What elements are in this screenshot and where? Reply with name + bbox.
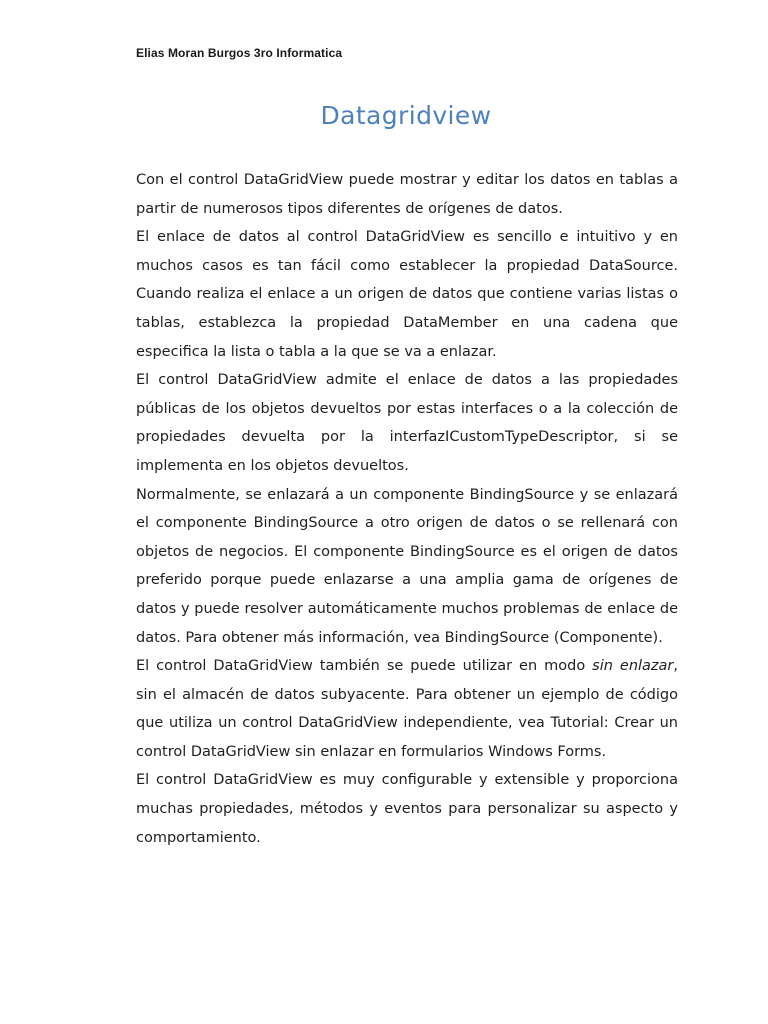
paragraph-public-properties: El control DataGridView admite el enlace de datos a las propiedades públicas de los objetos devueltos por estas interfaces o a la colección de propiedades devuelta por la interfazICustomTypeDescriptor, si se implementa en los objetos devueltos. (136, 372, 678, 474)
unbound-emphasis: sin enlazar (592, 658, 674, 675)
document-title: Datagridview (320, 101, 492, 130)
unbound-text-after: , sin el almacén de datos subyacente. Para obtener un ejemplo de código que utiliza un control DataGridView independiente, vea Tutorial: Crear un control DataGridView sin enlazar en formularios Windows Forms. (136, 658, 679, 760)
document-body (136, 166, 678, 852)
author-header: Elias Moran Burgos 3ro Informatica (136, 46, 343, 60)
paragraph-intro: Con el control DataGridView puede mostrar y editar los datos en tablas a partir de numerosos tipos diferentes de orígenes de datos. (136, 172, 678, 217)
unbound-text-before: El control DataGridView también se puede utilizar en modo (136, 658, 593, 675)
paragraph-bindingsource: Normalmente, se enlazará a un componente BindingSource y se enlazará el componente BindingSource a otro origen de datos o se rellenará con objetos de negocios. El componente BindingSource es el origen de datos preferido porque puede enlazarse a una amplia gama de orígenes de datos y puede resolver automáticamente muchos problemas de enlace de datos. Para obtener más información, vea BindingSource (Componente). (136, 486, 678, 646)
paragraph-unbound-mode (136, 652, 678, 766)
paragraph-configurable: El control DataGridView es muy configurable y extensible y proporciona muchas propiedades, métodos y eventos para personalizar su aspecto y comportamiento. (136, 772, 678, 846)
paragraph-data-binding: El enlace de datos al control DataGridView es sencillo e intuitivo y en muchos casos es tan fácil como establecer la propiedad DataSource. Cuando realiza el enlace a un origen de datos que contiene varias listas o tablas, establezca la propiedad DataMember en una cadena que especifica la lista o tabla a la que se va a enlazar. (136, 229, 678, 360)
document-title-container (0, 101, 768, 130)
